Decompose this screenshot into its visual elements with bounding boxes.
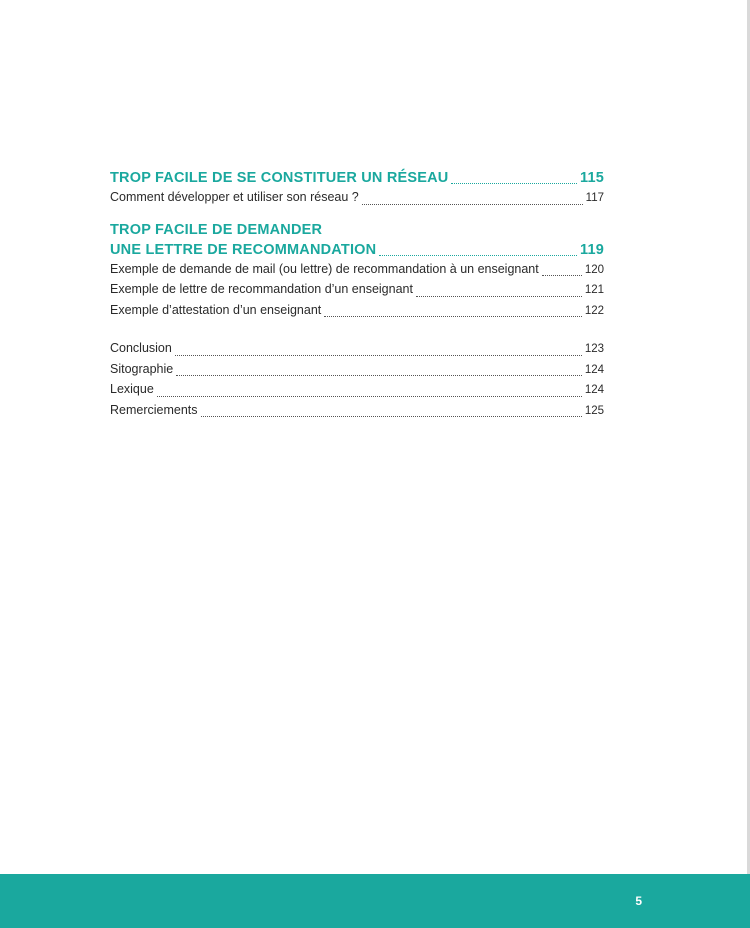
toc-entry-label: Comment développer et utiliser son réseau ? <box>110 190 359 204</box>
toc-entry-label: Remerciements <box>110 402 198 417</box>
toc-entry-page: 120 <box>584 263 604 276</box>
toc-entry-page: 125 <box>584 404 604 417</box>
toc-entry[interactable] <box>110 260 604 281</box>
toc-entry-page: 117 <box>585 192 604 204</box>
dot-leader <box>324 316 582 317</box>
toc-entry-remerciements[interactable] <box>110 401 604 422</box>
toc-heading-title: TROP FACILE DE SE CONSTITUER UN RÉSEAU <box>110 170 449 186</box>
toc-heading-title: UNE LETTRE DE RECOMMANDATION <box>110 241 377 258</box>
dot-leader <box>157 396 582 397</box>
toc-entry-label: Exemple d’attestation d’un enseignant <box>110 302 322 317</box>
toc-entry-page: 124 <box>584 384 604 396</box>
toc-entry-lexique[interactable] <box>110 380 604 401</box>
toc-heading-page: 119 <box>580 241 604 258</box>
dot-leader <box>176 375 582 376</box>
toc-entry-label: Exemple de demande de mail (ou lettre) de recommandation à un enseignant <box>110 261 539 276</box>
toc-entry-label: Lexique <box>110 382 154 396</box>
dot-leader <box>542 275 582 276</box>
toc-entry-page: 124 <box>584 363 604 376</box>
toc-entry[interactable] <box>110 280 604 301</box>
toc-entry-page: 121 <box>584 284 604 296</box>
footer-band <box>0 874 750 928</box>
dot-leader <box>201 416 582 417</box>
dot-leader <box>362 204 583 205</box>
toc-heading-page: 115 <box>580 170 604 186</box>
dot-leader <box>379 255 577 256</box>
toc-entry-page: 123 <box>584 343 604 355</box>
toc-heading-reseau[interactable] <box>110 168 604 188</box>
page-number: 5 <box>635 894 642 908</box>
toc-entry-conclusion[interactable] <box>110 339 604 360</box>
toc-entry-label: Exemple de lettre de recommandation d’un enseignant <box>110 282 413 296</box>
toc-entry[interactable] <box>110 301 604 322</box>
dot-leader <box>416 296 582 297</box>
toc-entry-label: Sitographie <box>110 361 174 376</box>
toc-entry-page: 122 <box>584 304 604 317</box>
toc-entry-label: Conclusion <box>110 341 172 355</box>
toc-entry-sitographie[interactable] <box>110 360 604 381</box>
dot-leader <box>451 183 577 184</box>
toc-entry[interactable] <box>110 188 604 209</box>
toc-heading-recommandation[interactable] <box>110 240 604 260</box>
table-of-contents <box>110 168 604 421</box>
dot-leader <box>175 355 582 356</box>
toc-heading-recommandation-line1[interactable]: TROP FACILE DE DEMANDER <box>110 221 323 238</box>
